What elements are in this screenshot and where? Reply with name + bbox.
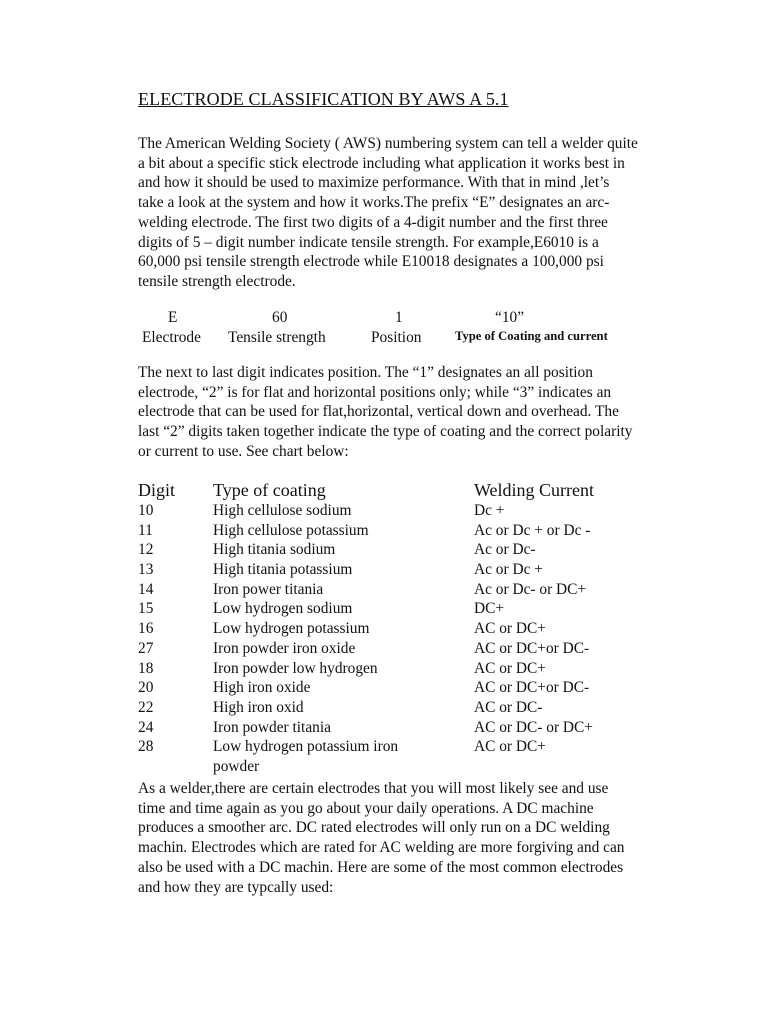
legend-code-coating: “10” bbox=[495, 309, 525, 326]
legend-label-position: Position bbox=[371, 329, 422, 346]
row-current: AC or DC- bbox=[474, 698, 543, 716]
table-row bbox=[138, 737, 638, 776]
table-header-coating: Type of coating bbox=[213, 480, 326, 500]
row-digit: 27 bbox=[138, 639, 154, 657]
row-current: AC or DC+ bbox=[474, 659, 546, 677]
row-digit: 12 bbox=[138, 541, 154, 559]
table-row bbox=[138, 698, 638, 718]
row-current: DC+ bbox=[474, 600, 505, 618]
position-paragraph: The next to last digit indicates position. The “1” designates an all position electrode, “2” is for flat and horizontal positions only; while “3” indicates an electrode that can be used for flat,horizontal, vertical down and overhead. The last “2” digits taken together indicate the type of coating and the correct polarity or current to use. See chart below: bbox=[138, 364, 633, 460]
table-row bbox=[138, 599, 638, 619]
legend-label-electrode: Electrode bbox=[142, 329, 201, 346]
row-coating: Iron powder low hydrogen bbox=[213, 659, 378, 677]
legend-label-coating: Type of Coating and current bbox=[455, 329, 608, 343]
row-coating: Low hydrogen potassium bbox=[213, 620, 370, 638]
row-coating: Low hydrogen sodium bbox=[213, 600, 353, 618]
table-body bbox=[138, 501, 638, 777]
row-coating: High iron oxid bbox=[213, 698, 304, 716]
row-current: Dc + bbox=[474, 502, 505, 519]
row-digit: 28 bbox=[138, 738, 154, 756]
row-coating: High cellulose potassium bbox=[213, 521, 369, 539]
row-coating: Iron powder iron oxide bbox=[213, 639, 356, 657]
legend-code-tensile: 60 bbox=[272, 309, 288, 326]
table-row bbox=[138, 501, 638, 521]
table-row bbox=[138, 540, 638, 560]
table-row bbox=[138, 521, 638, 541]
row-digit: 20 bbox=[138, 679, 154, 697]
row-digit: 16 bbox=[138, 620, 154, 638]
row-current: AC or DC- or DC+ bbox=[474, 718, 593, 736]
row-current: Ac or Dc- or DC+ bbox=[474, 580, 587, 598]
row-digit: 14 bbox=[138, 580, 154, 598]
legend-label-tensile: Tensile strength bbox=[228, 329, 326, 346]
row-digit: 11 bbox=[138, 521, 153, 539]
row-digit: 18 bbox=[138, 659, 154, 677]
table-row bbox=[138, 639, 638, 659]
row-current: Ac or Dc + bbox=[474, 561, 543, 579]
table-header-digit: Digit bbox=[138, 480, 176, 500]
table-row bbox=[138, 678, 638, 698]
legend-code-prefix: E bbox=[168, 309, 178, 326]
row-digit: 10 bbox=[138, 502, 154, 519]
row-coating: Iron power titania bbox=[213, 580, 324, 598]
row-coating: High cellulose sodium bbox=[213, 502, 352, 519]
legend-code-position: 1 bbox=[395, 309, 403, 326]
row-digit: 22 bbox=[138, 698, 154, 716]
table-row bbox=[138, 580, 638, 600]
row-digit: 24 bbox=[138, 718, 154, 736]
table-row bbox=[138, 659, 638, 679]
row-current: AC or DC+or DC- bbox=[474, 639, 590, 657]
table-row bbox=[138, 619, 638, 639]
row-coating: High titania potassium bbox=[213, 561, 353, 579]
row-coating: Low hydrogen potassium iron powder bbox=[213, 738, 399, 775]
row-coating: Iron powder titania bbox=[213, 718, 331, 736]
row-coating: High titania sodium bbox=[213, 541, 336, 559]
closing-paragraph: As a welder,there are certain electrodes that you will most likely see and use time and time again as you go about your daily operations. A DC machine produces a smoother arc. DC rated electrodes will only run on a DC welding machin. Electrodes which are rated for AC welding are more forgiving and can also be used with a DC machin. Here are some of the most common electrodes and how they are typcally used: bbox=[138, 780, 625, 896]
table-header-current: Welding Current bbox=[474, 480, 595, 500]
page-title: ELECTRODE CLASSIFICATION BY AWS A 5.1 bbox=[138, 89, 509, 109]
row-current: Ac or Dc + or Dc - bbox=[474, 521, 591, 539]
row-digit: 15 bbox=[138, 600, 154, 618]
row-current: AC or DC+or DC- bbox=[474, 679, 590, 697]
table-row bbox=[138, 560, 638, 580]
table-row bbox=[138, 718, 638, 738]
intro-paragraph: The American Welding Society ( AWS) numbering system can tell a welder quite a bit about a specific stick electrode including what application it works best in and how it should be used to maximize performance. With that in mind ,let’s take a look at the system and how it works.The prefix “E” designates an arc-welding electrode. The first two digits of a 4-digit number and the first three digits of 5 – digit number indicate tensile strength. For example,E6010 is a 60,000 psi tensile strength electrode while E10018 designates a 100,000 psi tensile strength electrode. bbox=[138, 135, 638, 290]
row-current: AC or DC+ bbox=[474, 620, 546, 638]
row-current: Ac or Dc- bbox=[474, 541, 536, 559]
row-current: AC or DC+ bbox=[474, 738, 546, 756]
row-digit: 13 bbox=[138, 561, 154, 579]
row-coating: High iron oxide bbox=[213, 679, 311, 697]
